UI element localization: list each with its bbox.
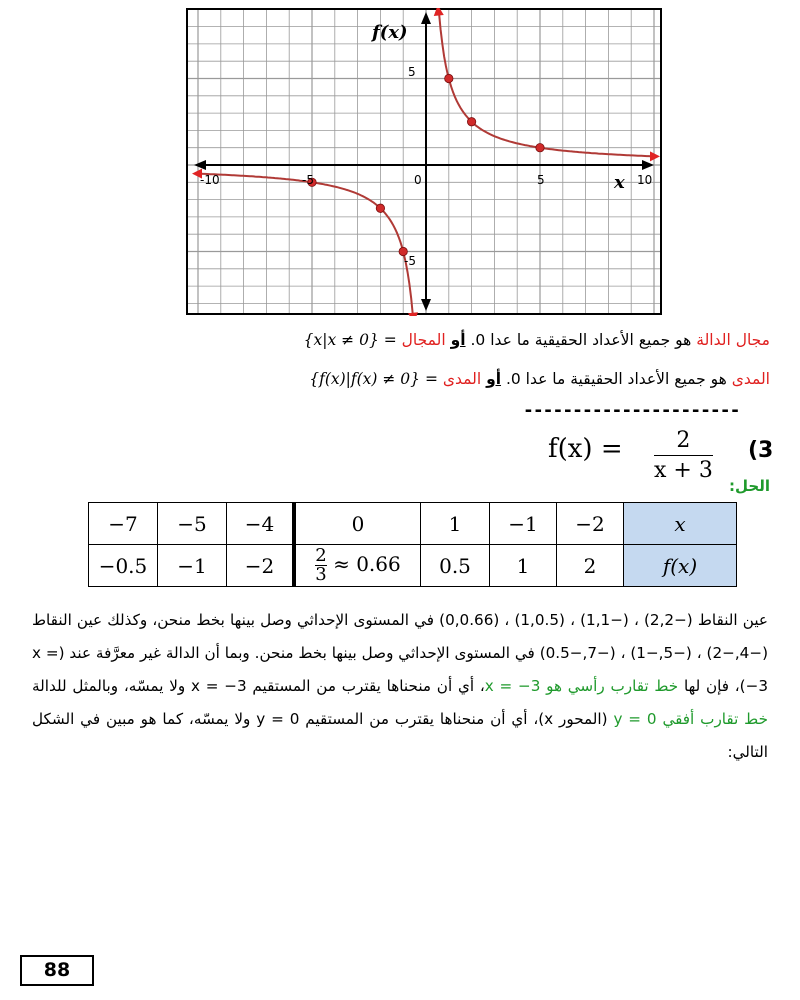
fraction-denominator: x + 3: [654, 458, 713, 483]
range-set: = {f(x)|f(x) ≠ 0}: [309, 370, 443, 388]
table-header-fx: f(x): [624, 545, 737, 587]
data-point: [536, 144, 544, 152]
tick-x-5: 5: [537, 173, 545, 187]
data-point: [467, 118, 475, 126]
table-cell: 1: [421, 503, 490, 545]
vertical-asymptote-text: خط تقارب رأسي هو x = −3: [484, 677, 679, 695]
table-cell: 0.5: [421, 545, 490, 587]
domain-statement: [30, 326, 770, 354]
x-axis-label: x: [614, 172, 625, 193]
tick-x-neg5: -5: [302, 173, 314, 187]
table-cell: 0: [294, 503, 421, 545]
approx-value: ≈ 0.66: [333, 552, 401, 576]
range-or: أو: [486, 370, 502, 388]
domain-term: مجال الدالة: [696, 331, 770, 349]
values-table: [88, 502, 737, 587]
small-fraction-den: 3: [315, 564, 327, 585]
domain-set: = {x|x ≠ 0}: [303, 331, 402, 349]
paragraph-text-1: عين النقاط (−2,2) ، (−1,1) ، (1,0.5) ، (0,0.66) في المستوى الإحداثي وصل بينها بخط منحن، وكذلك عين النقاط (−4,−2) ، (−5,−1) ، (−7,−0.5) في المستوى الإحداثي وصل بينها بخط منحن. وبما أن الدالة غير معرَّفة عند (x = −3)، فإن لها: [32, 611, 768, 695]
table-cell: −4: [227, 503, 295, 545]
domain-term-2: المجال: [401, 331, 451, 349]
small-fraction-num: 2: [315, 545, 327, 566]
tick-x-10: 10: [637, 173, 653, 187]
tick-y-5: 5: [408, 65, 416, 79]
horizontal-asymptote-text: خط تقارب أفقي y = 0: [613, 710, 768, 728]
solution-label: الحل:: [729, 477, 770, 495]
range-term: المدى: [731, 370, 770, 388]
problem-number: (3: [748, 438, 774, 463]
tick-x-neg10: -10: [200, 173, 220, 187]
fraction-numerator: 2: [654, 428, 713, 456]
table-row-x: [89, 503, 737, 545]
graph-frame: [187, 9, 661, 314]
tick-x-0: 0: [414, 173, 422, 187]
paragraph-text-2: ، أي أن منحناها يقترب من المستقيم x = −3 ولا يمسّه، وبالمثل للدالة: [32, 677, 485, 695]
small-fraction: [315, 547, 326, 584]
domain-or: أو: [450, 331, 466, 349]
table-cell: −5: [158, 503, 227, 545]
function-graph: [186, 8, 662, 316]
table-cell: −7: [89, 503, 158, 545]
tick-y-neg5: -5: [404, 254, 416, 268]
range-term-2: المدى: [442, 370, 487, 388]
range-statement: [30, 365, 770, 393]
range-text: هو جميع الأعداد الحقيقية ما عدا 0.: [501, 370, 732, 388]
paragraph-text-3: (المحور x)، أي أن منحناها يقترب من المستقيم y = 0 ولا يمسّه، كما هو مبين في الشكل التالي:: [32, 710, 768, 761]
table-cell: 1: [490, 545, 557, 587]
domain-text: هو جميع الأعداد الحقيقية ما عدا 0.: [465, 331, 697, 349]
separator-dashes: ----------------------: [523, 400, 740, 421]
page-number: 88: [20, 955, 94, 986]
table-row-fx: [89, 545, 737, 587]
table-cell: 2: [557, 545, 624, 587]
table-cell: −1: [158, 545, 227, 587]
table-cell: −2: [557, 503, 624, 545]
table-cell: −2: [227, 545, 295, 587]
data-point: [445, 74, 453, 82]
explanation-paragraph: [32, 604, 768, 769]
data-point: [376, 204, 384, 212]
table-header-x: x: [624, 503, 737, 545]
table-cell: −1: [490, 503, 557, 545]
problem-lhs: f(x) =: [548, 434, 623, 464]
table-cell-fraction: [294, 545, 421, 587]
table-cell: −0.5: [89, 545, 158, 587]
problem-fraction: [654, 428, 713, 483]
y-axis-label: f(x): [372, 22, 408, 43]
